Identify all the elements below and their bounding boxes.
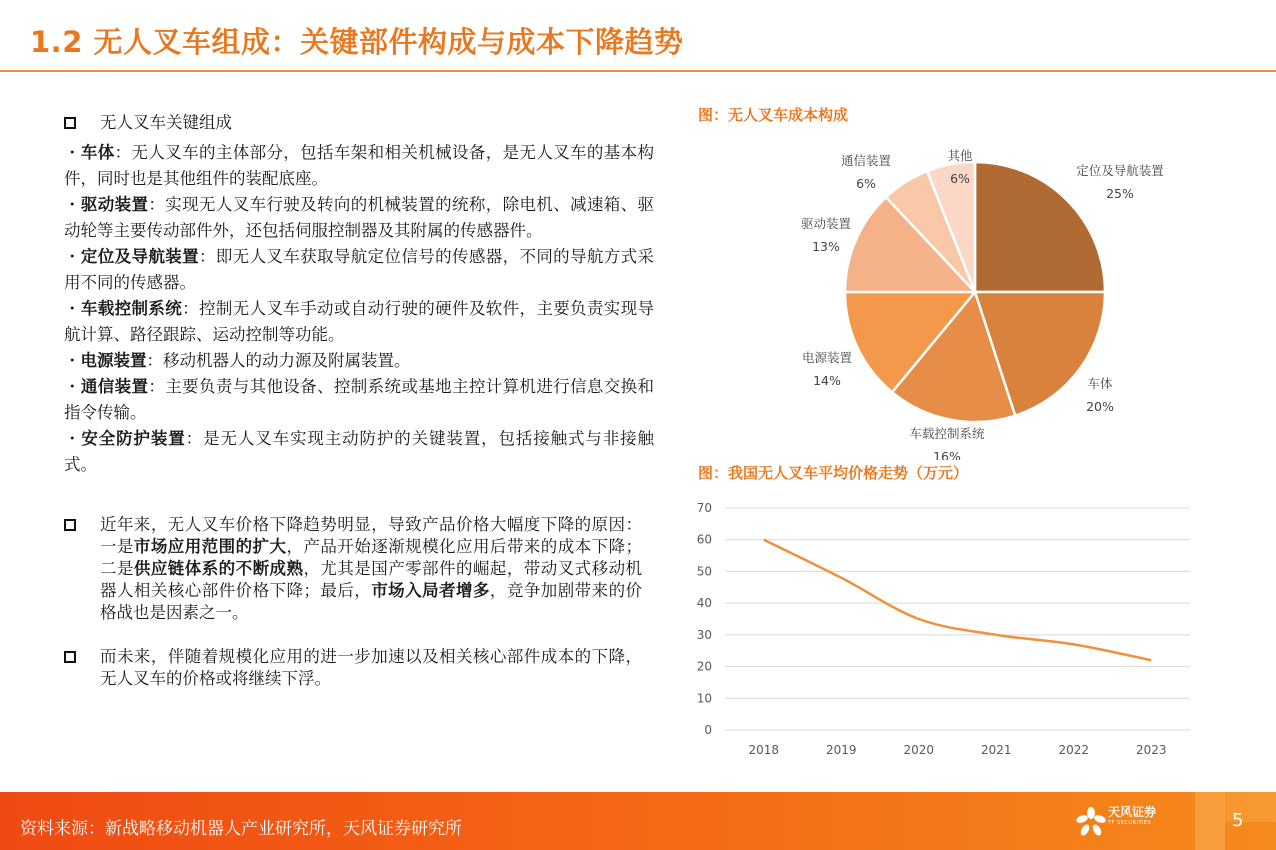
pie-chart-caption: 图：无人叉车成本构成 xyxy=(698,106,849,124)
pie-category-label: 通信装置 xyxy=(840,153,892,168)
emphasis-text: 市场入局者增多 xyxy=(371,581,490,600)
tf-logo-icon xyxy=(1076,806,1106,838)
pie-slice xyxy=(975,162,1105,292)
y-tick-label: 60 xyxy=(696,532,712,547)
square-bullet-icon xyxy=(64,117,76,129)
y-tick-label: 0 xyxy=(704,723,712,737)
component-label: 车载控制系统 xyxy=(80,299,183,318)
component-item: ・安全防护装置：是无人叉车实现主动防护的关键装置，包括接触式与非接触式。 xyxy=(64,429,655,474)
y-tick-label: 10 xyxy=(696,691,712,706)
y-tick-label: 50 xyxy=(696,564,712,579)
outlook-paragraph: 而未来，伴随着规模化应用的进一步加速以及相关核心部件成本的下降，无人叉车的价格或将继续下浮。 xyxy=(64,646,654,690)
y-tick-label: 70 xyxy=(696,501,712,515)
section-heading xyxy=(64,110,654,136)
pie-value-label: 25% xyxy=(1106,186,1134,201)
component-desc: 实现无人叉车行驶及转向的机械装置的统称，除电机、减速箱、驱动轮等主要传动部件外，还包括伺服控制器及其附属的传感器件。 xyxy=(64,195,655,240)
emphasis-text: 供应链体系的不断成熟 xyxy=(133,559,304,578)
pie-category-label: 定位及导航装置 xyxy=(1076,163,1164,178)
pie-value-label: 16% xyxy=(933,449,961,460)
x-tick-label: 2023 xyxy=(1135,743,1167,757)
price-trend-paragraph: 近年来，无人叉车价格下降趋势明显，导致产品价格大幅度下降的原因：一是市场应用范围的扩大，产品开始逐渐规模化应用后带来的成本下降；二是供应链体系的不断成熟，尤其是国产零部件的崛起，带动叉式移动机器人相关核心部件价格下降；最后，市场入局者增多，竞争加剧带来的价格战也是因素之一。 xyxy=(64,514,654,624)
y-tick-label: 20 xyxy=(696,659,712,674)
x-tick-label: 2018 xyxy=(748,743,780,757)
line-chart-caption: 图：我国无人叉车平均价格走势（万元） xyxy=(698,464,969,482)
pie-value-label: 20% xyxy=(1086,399,1114,414)
pie-category-label: 电源装置 xyxy=(801,350,853,365)
footer-bar xyxy=(0,792,1276,850)
cost-structure-pie-chart xyxy=(780,140,1220,460)
component-label: 安全防护装置 xyxy=(81,429,186,448)
x-tick-label: 2021 xyxy=(980,743,1012,757)
footer-decoration xyxy=(1195,792,1225,850)
page-title: 1.2 无人叉车组成：关键部件构成与成本下降趋势 xyxy=(30,25,684,59)
y-tick-label: 30 xyxy=(696,627,712,642)
square-bullet-icon xyxy=(64,519,76,531)
component-desc: 即无人叉车获取导航定位信号的传感器，不同的导航方式采用不同的传感器。 xyxy=(64,247,655,292)
source-note: 资料来源：新战略移动机器人产业研究所，天风证券研究所 xyxy=(20,819,462,839)
component-desc: 控制无人叉车手动或自动行驶的硬件及软件，主要负责实现导航计算、路径跟踪、运动控制等功能。 xyxy=(64,299,655,344)
pie-category-label: 其他 xyxy=(947,148,973,163)
component-desc: 无人叉车的主体部分，包括车架和相关机械设备，是无人叉车的基本构件，同时也是其他组件的装配底座。 xyxy=(64,143,655,188)
title-divider xyxy=(0,70,1276,72)
component-desc: 移动机器人的动力源及附属装置。 xyxy=(163,351,411,370)
pie-category-label: 车体 xyxy=(1087,376,1113,391)
component-desc: 主要负责与其他设备、控制系统或基地主控计算机进行信息交换和指令传输。 xyxy=(64,377,655,422)
component-item: ・通信装置：主要负责与其他设备、控制系统或基地主控计算机进行信息交换和指令传输。 xyxy=(64,377,655,422)
pie-value-label: 6% xyxy=(950,171,970,186)
component-label: 通信装置 xyxy=(80,377,149,396)
component-item: ・车体：无人叉车的主体部分，包括车架和相关机械设备，是无人叉车的基本构件，同时也是其他组件的装配底座。 xyxy=(64,143,655,188)
component-desc: 是无人叉车实现主动防护的关键装置，包括接触式与非接触式。 xyxy=(64,429,655,474)
page-number: 5 xyxy=(1232,810,1244,831)
pie-category-label: 驱动装置 xyxy=(800,216,852,231)
component-item: ・定位及导航装置：即无人叉车获取导航定位信号的传感器，不同的导航方式采用不同的传感器。 xyxy=(64,247,655,292)
component-item: ・车载控制系统：控制无人叉车手动或自动行驶的硬件及软件，主要负责实现导航计算、路径跟踪、运动控制等功能。 xyxy=(64,299,655,344)
logo-text: 天风证券 xyxy=(1108,805,1157,819)
component-item: ・电源装置：移动机器人的动力源及附属装置。 xyxy=(64,351,411,370)
square-bullet-icon xyxy=(64,651,76,663)
pie-category-label: 车载控制系统 xyxy=(909,426,985,441)
pie-value-label: 6% xyxy=(856,176,876,191)
section-heading-text: 无人叉车关键组成 xyxy=(100,113,232,132)
component-item: ・驱动装置：实现无人叉车行驶及转向的机械装置的统称，除电机、减速箱、驱动轮等主要传动部件外，还包括伺服控制器及其附属的传感器件。 xyxy=(64,195,655,240)
component-label: 驱动装置 xyxy=(80,195,149,214)
component-label: 定位及导航装置 xyxy=(80,247,199,266)
emphasis-text: 市场应用范围的扩大 xyxy=(133,537,287,556)
price-trend-line-chart xyxy=(690,494,1210,768)
x-tick-label: 2022 xyxy=(1058,743,1090,757)
x-tick-label: 2020 xyxy=(903,743,935,757)
component-label: 车体 xyxy=(80,143,115,162)
pie-value-label: 13% xyxy=(812,239,840,254)
x-tick-label: 2019 xyxy=(825,743,857,757)
component-label: 电源装置 xyxy=(80,351,147,370)
left-text-column xyxy=(64,110,654,690)
pie-value-label: 14% xyxy=(813,373,841,388)
y-tick-label: 40 xyxy=(696,596,712,611)
logo-subtext: TF SECURITIES xyxy=(1108,820,1152,826)
component-list xyxy=(64,140,654,478)
price-series-line xyxy=(764,540,1152,661)
